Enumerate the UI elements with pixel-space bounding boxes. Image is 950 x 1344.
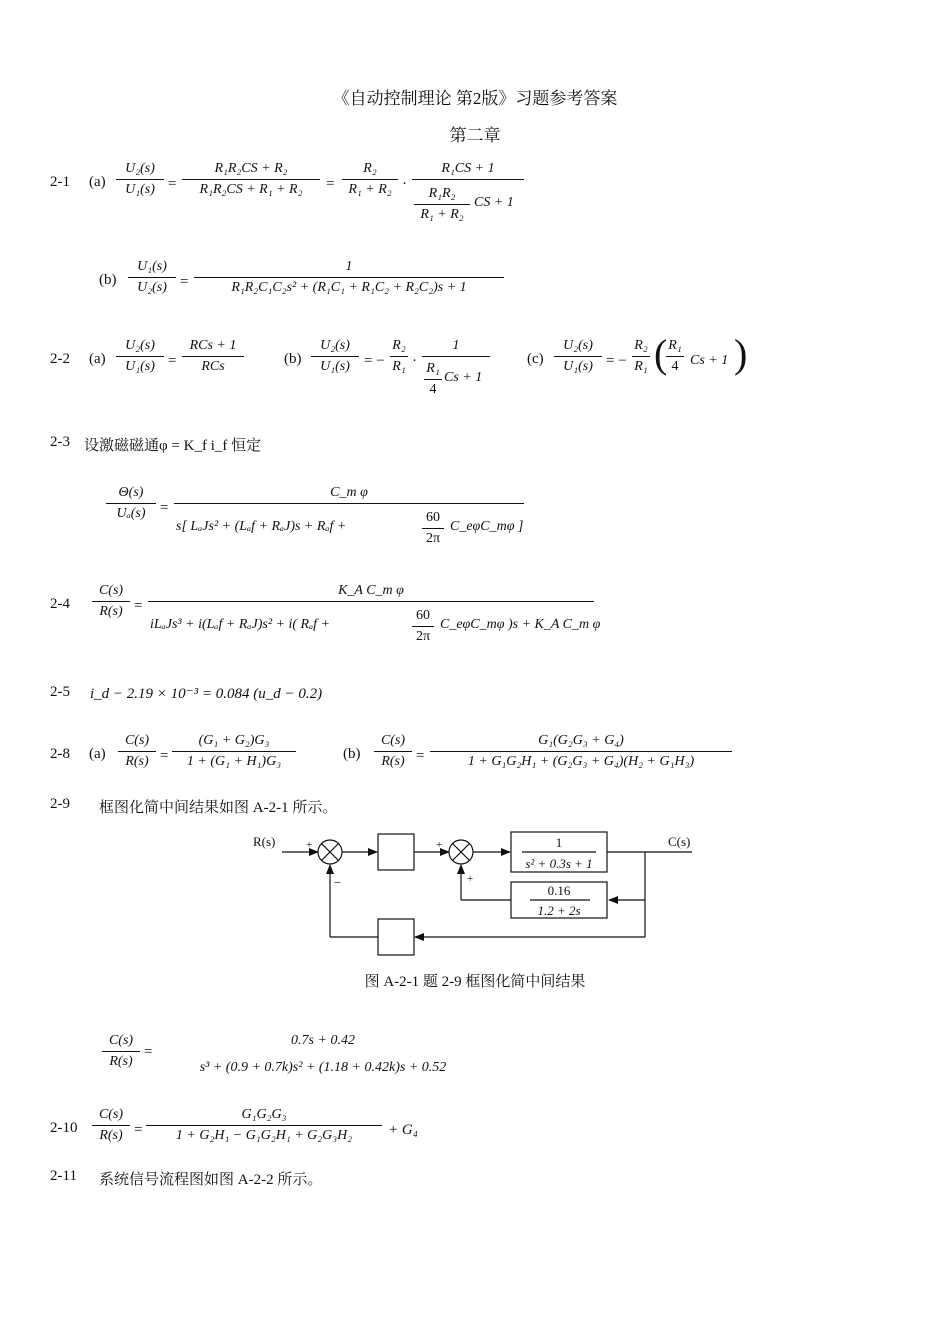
denominator-tail: CS + 1: [474, 195, 514, 210]
inner-fraction: [422, 509, 444, 548]
fraction: [342, 160, 398, 199]
numerator: R₂: [634, 338, 648, 353]
part-c-label: (c): [527, 351, 544, 367]
numerator: R₁: [668, 338, 682, 353]
equals-sign: =: [160, 748, 169, 764]
numerator: U₂(s): [125, 338, 155, 353]
problem-2-3-text: 设激磁磁通φ = K_f i_f 恒定: [84, 438, 262, 454]
equals-sign: =: [168, 353, 177, 369]
compound-fraction: [174, 484, 524, 551]
output-label: C(s): [668, 834, 691, 849]
problem-2-5-label: 2-5: [50, 684, 70, 700]
numerator: C(s): [124, 733, 150, 748]
fraction: [390, 337, 408, 376]
fraction: [430, 732, 732, 771]
problem-2-2-label: 2-2: [50, 351, 70, 367]
numerator: K_A C_m φ: [338, 583, 404, 598]
numerator: C(s): [98, 583, 124, 598]
part-a-label: (a): [89, 174, 106, 190]
sum1-minus-sign: −: [334, 875, 342, 890]
sum2-plus-sign: +: [436, 839, 443, 851]
equals-sign: =: [168, 176, 177, 192]
numerator: C_m φ: [330, 485, 368, 500]
fraction: [182, 337, 244, 376]
equals-sign: =: [326, 176, 335, 192]
equals-sign: =: [160, 500, 169, 516]
problem-2-5-equation: i_d − 2.19 × 10⁻³ = 0.084 (u_d − 0.2): [90, 686, 323, 702]
denominator: R(s): [99, 1128, 123, 1143]
fraction: [632, 337, 650, 376]
chapter-heading: 第二章: [449, 126, 501, 145]
denominator: RCs: [201, 359, 225, 374]
document-title: 《自动控制理论 第2版》习题参考答案: [332, 89, 618, 108]
left-paren: (: [654, 331, 668, 376]
equals-sign: =: [134, 598, 143, 614]
fraction: [374, 732, 412, 771]
fraction: [182, 160, 320, 199]
denominator: R(s): [125, 754, 149, 769]
compound-fraction: [148, 582, 601, 649]
denominator: 1 + G₁G₂H₁ + (G₂G₃ + G₄)(H₂ + G₁H₃): [467, 754, 695, 769]
numerator: R₁CS + 1: [441, 161, 495, 176]
empty-forward-block: [378, 834, 414, 870]
part-b-label: (b): [284, 351, 302, 367]
denominator: Uₐ(s): [116, 506, 146, 521]
fraction: [172, 732, 296, 771]
denominator: R(s): [99, 604, 123, 619]
equals-minus-sign: = −: [364, 353, 385, 369]
numerator: Θ(s): [118, 485, 144, 500]
numerator: R₁: [426, 361, 440, 376]
numerator: R₁R₂: [428, 186, 456, 201]
problem-2-4-label: 2-4: [50, 596, 70, 612]
numerator: 1: [452, 338, 460, 353]
denominator: 2π: [425, 531, 441, 546]
numerator: 1: [345, 259, 353, 274]
problem-2-8-label: 2-8: [50, 746, 70, 762]
equals-sign: =: [416, 748, 425, 764]
part-b-label: (b): [99, 272, 117, 288]
empty-feedback-block: [378, 919, 414, 955]
right-paren: ): [734, 331, 748, 376]
problem-2-9-text: 框图化简中间结果如图 A-2-1 所示。: [99, 800, 338, 816]
numerator: C(s): [108, 1033, 134, 1048]
denominator: R(s): [381, 754, 405, 769]
fraction: [146, 1106, 382, 1145]
fraction-spaced: [158, 1032, 488, 1077]
problem-2-9-label: 2-9: [50, 796, 70, 812]
denominator-post: C_eφC_mφ ]: [450, 519, 524, 534]
fraction: [106, 484, 156, 523]
denominator: R₁ + R₂: [348, 182, 392, 197]
denominator-tail: Cs + 1: [444, 370, 483, 385]
numerator: U₂(s): [125, 161, 155, 176]
inner-fraction: [414, 185, 470, 224]
denominator-pre: s[ LₐJs² + (Lₐf + RₐJ)s + Rₐf +: [176, 519, 347, 534]
denominator: U₁(s): [125, 359, 155, 374]
figure-caption: 图 A-2-1 题 2-9 框图化简中间结果: [364, 974, 586, 990]
part-b-label: (b): [343, 746, 361, 762]
fraction: [666, 337, 684, 376]
fraction: [128, 258, 176, 297]
denominator: U₁(s): [125, 182, 155, 197]
denominator: 1 + (G₁ + H₁)G₃: [186, 754, 282, 769]
fraction: [311, 337, 359, 376]
compound-fraction: [422, 337, 490, 402]
block-diagram: [0, 820, 950, 965]
numerator: C(s): [98, 1107, 124, 1122]
numerator: R₁R₂CS + R₂: [214, 161, 288, 176]
dot-operator: ·: [412, 353, 417, 369]
inner-fraction: [412, 607, 434, 646]
g1-numerator: 1: [555, 835, 563, 850]
numerator: U₂(s): [563, 338, 593, 353]
denominator-pre: iLₐJs³ + i(Lₐf + RₐJ)s² + i( Rₐf +: [150, 617, 330, 632]
g1-denominator: s² + 0.3s + 1: [525, 856, 593, 871]
denominator: s³ + (0.9 + 0.7k)s² + (1.18 + 0.42k)s + 0.52: [199, 1060, 447, 1075]
denominator: R₁R₂C₁C₂s² + (R₁C₁ + R₁C₂ + R₂C₂)s + 1: [231, 280, 467, 295]
problem-2-10-label: 2-10: [50, 1120, 78, 1136]
dot-operator: ·: [402, 176, 407, 192]
equals-sign: =: [144, 1044, 153, 1060]
problem-2-3-label: 2-3: [50, 434, 70, 450]
denominator: R₁ + R₂: [420, 207, 464, 222]
fraction: [194, 258, 504, 297]
denominator: 4: [671, 359, 679, 374]
numerator: 0.7s + 0.42: [291, 1033, 355, 1048]
input-label: R(s): [253, 834, 276, 849]
problem-2-11-text: 系统信号流程图如图 A-2-2 所示。: [99, 1172, 323, 1188]
numerator: R₂: [392, 338, 406, 353]
problem-2-10-tail: + G₄: [388, 1122, 418, 1138]
denominator: R(s): [109, 1054, 133, 1069]
part-a-label: (a): [89, 746, 106, 762]
denominator: 4: [429, 382, 437, 397]
numerator: G₁G₂G₃: [241, 1107, 287, 1122]
numerator: 60: [416, 608, 430, 623]
fraction: [118, 732, 156, 771]
fraction: [116, 160, 164, 199]
denominator: U₁(s): [320, 359, 350, 374]
denominator-post: C_eφC_mφ )s + K_A C_m φ: [440, 617, 601, 632]
compound-fraction: [412, 160, 524, 227]
denominator: U₂(s): [137, 280, 167, 295]
numerator: G₁(G₂G₃ + G₄): [538, 733, 624, 748]
problem-2-1-label: 2-1: [50, 174, 70, 190]
numerator: U₁(s): [137, 259, 167, 274]
equals-sign: =: [134, 1122, 143, 1138]
numerator: U₂(s): [320, 338, 350, 353]
numerator: 60: [426, 510, 440, 525]
fraction: [116, 337, 164, 376]
denominator: R₁R₂CS + R₁ + R₂: [199, 182, 303, 197]
part-a-label: (a): [89, 351, 106, 367]
denominator: R₁: [634, 359, 648, 374]
denominator: R₁: [392, 359, 406, 374]
equals-sign: =: [180, 274, 189, 290]
problem-2-11-label: 2-11: [50, 1168, 77, 1184]
h1-numerator: 0.16: [547, 883, 571, 898]
fraction: [92, 1106, 130, 1145]
fraction: [554, 337, 602, 376]
fraction: [102, 1032, 140, 1071]
denominator: U₁(s): [563, 359, 593, 374]
numerator: C(s): [380, 733, 406, 748]
numerator: (G₁ + G₂)G₃: [198, 733, 270, 748]
denominator: 1 + G₂H₁ − G₁G₂H₁ + G₂G₃H₂: [175, 1128, 353, 1143]
h1-denominator: 1.2 + 2s: [537, 903, 581, 918]
denominator: 2π: [415, 629, 431, 644]
sum1-plus-sign: +: [306, 839, 313, 851]
fraction: [92, 582, 130, 621]
numerator: R₂: [363, 161, 377, 176]
inner-fraction: [424, 360, 442, 399]
inner-tail: Cs + 1: [690, 353, 729, 368]
sum2-feedback-plus-sign: +: [467, 873, 474, 885]
numerator: RCs + 1: [189, 338, 237, 353]
equals-minus-sign: = −: [606, 353, 627, 369]
